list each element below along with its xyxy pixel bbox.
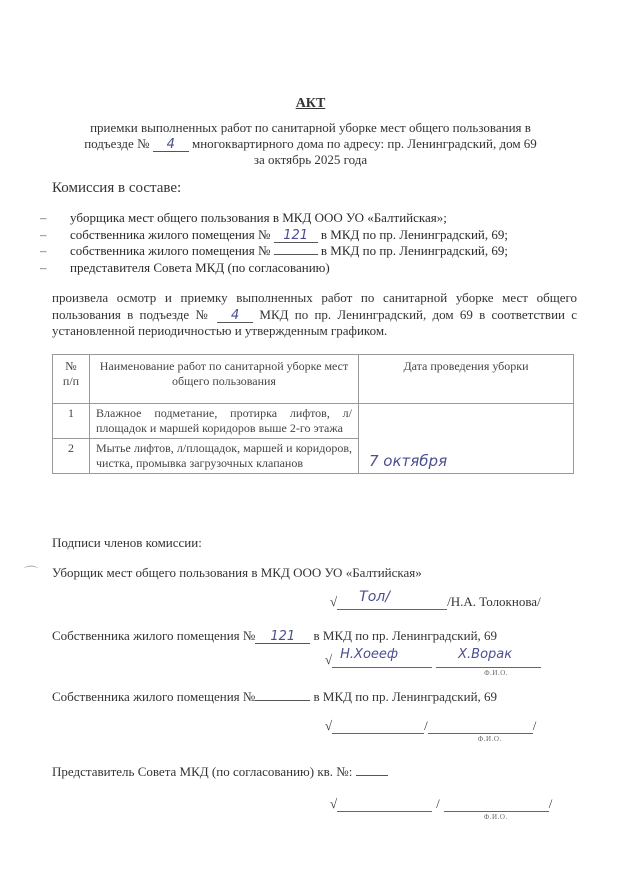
row-work-name: Мытье лифтов, л/площадок, маршей и коридоров, чистка, промывка загрузочных клапанов — [90, 439, 359, 474]
commission-title: Комиссия в составе: — [52, 180, 182, 196]
cleaner-signature-field[interactable]: Тол/ — [337, 595, 447, 610]
row-work-name: Влажное подметание, протирка лифтов, л/площадок и маршей коридоров выше 2-го этажа — [90, 404, 359, 439]
date-cell[interactable] — [359, 404, 574, 474]
owner1-fio-field[interactable]: Х.Ворак Ф.И.О. — [436, 653, 541, 668]
table-row — [53, 404, 574, 439]
works-table — [52, 354, 574, 474]
subtitle-line-1: приемки выполненных работ по санитарной уборке мест общего пользования в — [90, 120, 531, 135]
table-header-row — [53, 355, 574, 404]
member-item: – собственника жилого помещения № 121 в МКД по пр. Ленинградский, 69; — [40, 226, 509, 243]
member-item: – уборщика мест общего пользования в МКД ООО УО «Балтийская»; — [40, 210, 447, 225]
subtitle-line-2: подъезде № 4 многоквартирного дома по адресу: пр. Ленинградский, дом 69 — [84, 136, 537, 152]
header-number: № п/п — [53, 355, 90, 404]
owner1-apartment-field[interactable]: 121 — [255, 630, 310, 644]
document-title: АКТ — [295, 96, 326, 111]
inspection-paragraph: произвела осмотр и приемку выполненных работ по санитарной уборке мест общего пользования в подъезде № 4 МКД по пр. Ленинградский, дом 69 в соответствии с установленной периодичностью и утвержденным графиком. — [52, 290, 578, 338]
date-handwritten: 7 октября — [369, 452, 448, 470]
member-item: – собственника жилого помещения № в МКД по пр. Ленинградский, 69; — [40, 243, 509, 258]
member-item: – представителя Совета МКД (по согласованию) — [40, 259, 330, 275]
margin-mark: ⌒ — [24, 567, 38, 582]
signatures-title: Подписи членов комиссии: — [52, 535, 202, 550]
owner1-signature-line: √ Н.Хоееф Х.Ворак Ф.И.О. — [325, 652, 541, 668]
owner1-line: Собственника жилого помещения № 121 в МКД по пр. Ленинградский, 69 — [52, 628, 498, 644]
entrance-number-field[interactable]: 4 — [153, 138, 189, 152]
owner2-signature-line: √ / Ф.И.О. / — [325, 718, 537, 743]
owner2-fio-field[interactable]: Ф.И.О. — [428, 719, 533, 734]
row-number: 2 — [53, 439, 90, 474]
council-signature-line: √ / Ф.И.О. / — [330, 796, 553, 821]
owner2-signature-field[interactable] — [332, 719, 424, 734]
cleaner-signature-line: √ Тол/ /Н.А. Толокнова/ — [330, 589, 541, 609]
council-apartment-field[interactable] — [356, 775, 388, 776]
document-subtitle — [40, 120, 581, 168]
header-date: Дата проведения уборки — [359, 355, 574, 404]
entrance-number-field[interactable]: 4 — [217, 309, 253, 323]
council-line: Представитель Совета МКД (по согласованию) кв. №: — [52, 764, 388, 780]
owner2-line: Собственника жилого помещения № в МКД по пр. Ленинградский, 69 — [52, 689, 498, 704]
council-fio-field[interactable]: Ф.И.О. — [444, 797, 549, 812]
commission-members — [40, 210, 508, 276]
cleaner-label: Уборщик мест общего пользования в МКД ООО УО «Балтийская» — [52, 565, 422, 580]
subtitle-line-3: за октябрь 2025 года — [253, 152, 368, 167]
owner1-signature-field[interactable]: Н.Хоееф — [332, 653, 432, 668]
apartment-number-field[interactable]: 121 — [274, 229, 318, 243]
council-signature-field[interactable] — [337, 797, 432, 812]
owner2-apartment-field[interactable] — [255, 700, 310, 701]
row-number: 1 — [53, 404, 90, 439]
header-work-name: Наименование работ по санитарной уборке мест общего пользования — [90, 355, 359, 404]
apartment-number-field[interactable] — [274, 254, 318, 255]
